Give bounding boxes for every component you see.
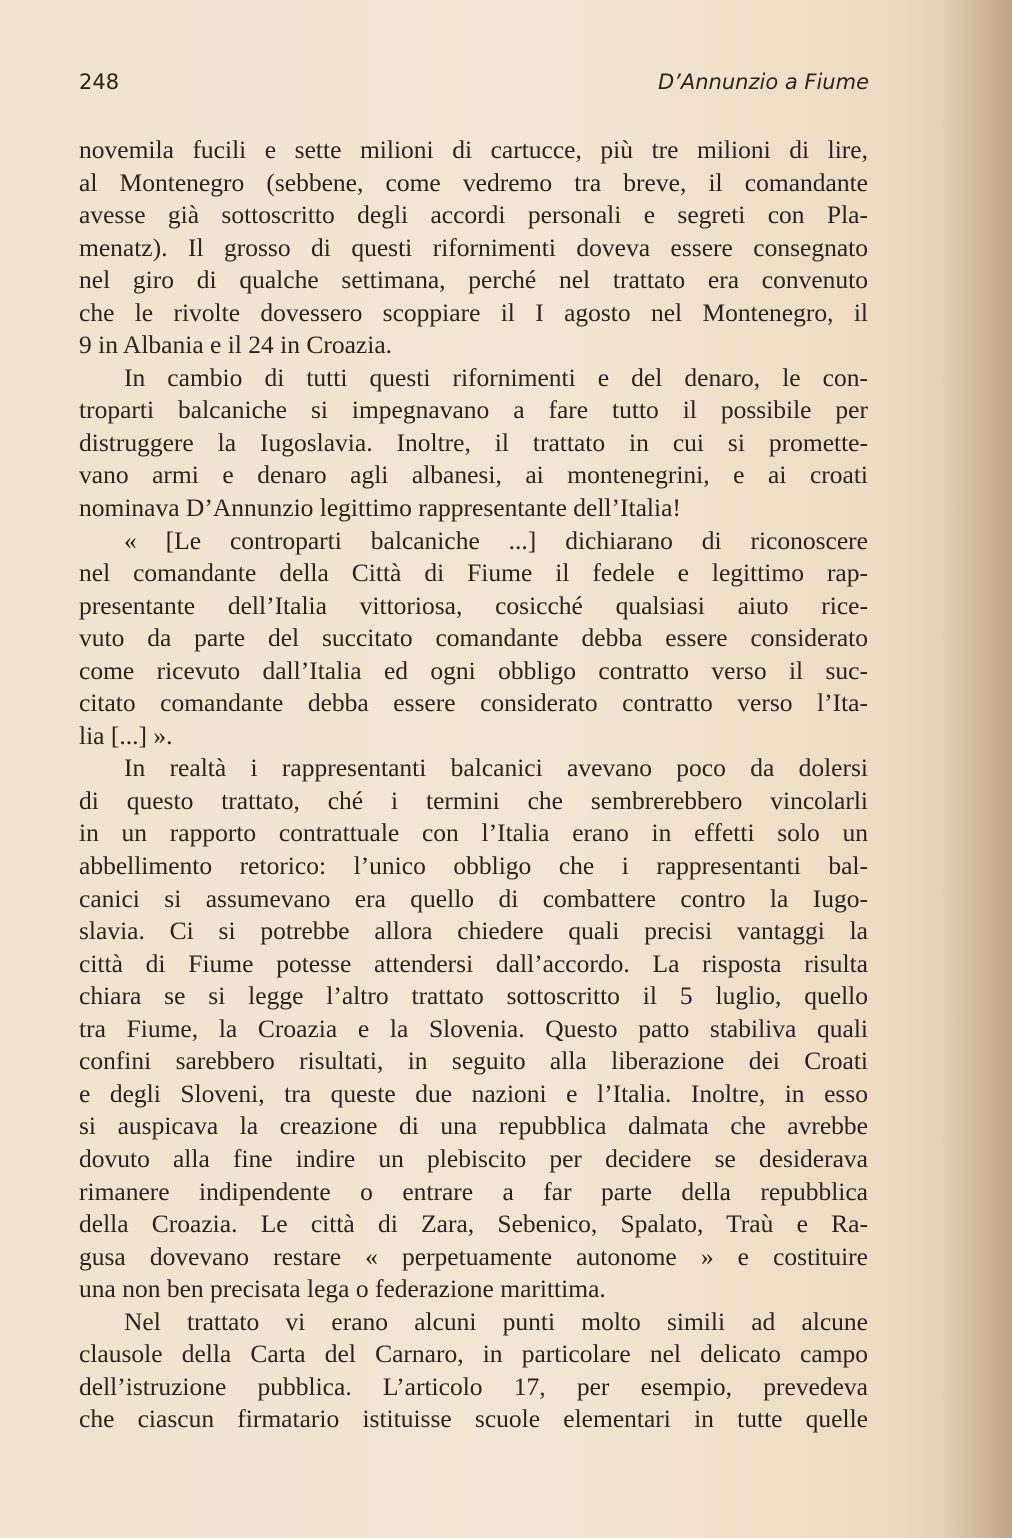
text-line: rimanere indipendente o entrare a far parte della repubblica: [79, 1176, 868, 1206]
page-gutter-shadow: [942, 0, 1012, 1538]
text-line: canici si assumevano era quello di combattere contro la Iugo-: [79, 883, 868, 913]
text-line: di questo trattato, ché i termini che sembrerebbero vincolarli: [79, 785, 868, 815]
text-line: confini sarebbero risultati, in seguito alla liberazione dei Croati: [79, 1046, 868, 1076]
text-line: della Croazia. Le città di Zara, Sebenico, Spalato, Traù e Ra-: [79, 1209, 868, 1239]
text-line: in un rapporto contrattuale con l’Italia erano in effetti solo un: [79, 818, 868, 848]
text-line: chiara se si legge l’altro trattato sottoscritto il 5 luglio, quello: [79, 981, 868, 1011]
text-line: si auspicava la creazione di una repubblica dalmata che avrebbe: [79, 1111, 868, 1141]
text-line: 9 in Albania e il 24 in Croazia.: [79, 330, 393, 360]
running-title: D’Annunzio a Fiume: [658, 70, 869, 94]
text-line: vuto da parte del succitato comandante debba essere considerato: [79, 623, 868, 653]
text-line: avesse già sottoscritto degli accordi personali e segreti con Pla-: [79, 200, 868, 230]
text-line: come ricevuto dall’Italia ed ogni obbligo contratto verso il suc-: [79, 655, 868, 685]
text-line: menatz). Il grosso di questi rifornimenti doveva essere consegnato: [79, 232, 868, 262]
text-line: « [Le controparti balcaniche ...] dichiarano di riconoscere: [124, 525, 868, 555]
text-line: al Montenegro (sebbene, come vedremo tra breve, il comandante: [79, 167, 868, 197]
page-number: 248: [79, 70, 120, 94]
text-line: che le rivolte dovessero scoppiare il I agosto nel Montenegro, il: [79, 297, 868, 327]
text-line: nel giro di qualche settimana, perché nel trattato era convenuto: [79, 265, 868, 295]
text-line: Nel trattato vi erano alcuni punti molto simili ad alcune: [124, 1306, 868, 1336]
text-line: nel comandante della Città di Fiume il fedele e legittimo rap-: [79, 558, 868, 588]
text-line: tra Fiume, la Croazia e la Slovenia. Questo patto stabiliva quali: [79, 1013, 868, 1043]
text-line: vano armi e denaro agli albanesi, ai montenegrini, e ai croati: [79, 460, 868, 490]
text-line: che ciascun firmatario istituisse scuole elementari in tutte quelle: [79, 1404, 868, 1434]
text-line: citato comandante debba essere considerato contratto verso l’Ita-: [79, 688, 868, 718]
text-line: dell’istruzione pubblica. L’articolo 17, per esempio, prevedeva: [79, 1371, 868, 1401]
text-line: città di Fiume potesse attendersi dall’accordo. La risposta risulta: [79, 948, 868, 978]
text-line: dovuto alla fine indire un plebiscito per decidere se desiderava: [79, 1143, 868, 1173]
text-line: e degli Sloveni, tra queste due nazioni e l’Italia. Inoltre, in esso: [79, 1078, 868, 1108]
text-line: troparti balcaniche si impegnavano a fare tutto il possibile per: [79, 395, 868, 425]
text-line: lia [...] ».: [79, 720, 173, 750]
page-header: [79, 70, 869, 106]
text-line: gusa dovevano restare « perpetuamente autonome » e costituire: [79, 1241, 868, 1271]
text-line: abbellimento retorico: l’unico obbligo che i rappresentanti bal-: [79, 851, 868, 881]
text-line: novemila fucili e sette milioni di cartucce, più tre milioni di lire,: [79, 135, 868, 164]
text-line: distruggere la Iugoslavia. Inoltre, il trattato in cui si promette-: [79, 427, 868, 457]
text-line: nominava D’Annunzio legittimo rappresentante dell’Italia!: [79, 493, 681, 523]
text-line: presentante dell’Italia vittoriosa, cosicché qualsiasi aiuto rice-: [79, 590, 868, 620]
text-line: In cambio di tutti questi rifornimenti e del denaro, le con-: [124, 362, 868, 392]
text-line: slavia. Ci si potrebbe allora chiedere quali precisi vantaggi la: [79, 916, 868, 946]
text-line: clausole della Carta del Carnaro, in particolare nel delicato campo: [79, 1339, 868, 1369]
text-line: una non ben precisata lega o federazione marittima.: [79, 1274, 606, 1304]
body-text: [79, 134, 868, 1436]
text-line: In realtà i rappresentanti balcanici avevano poco da dolersi: [124, 753, 868, 783]
